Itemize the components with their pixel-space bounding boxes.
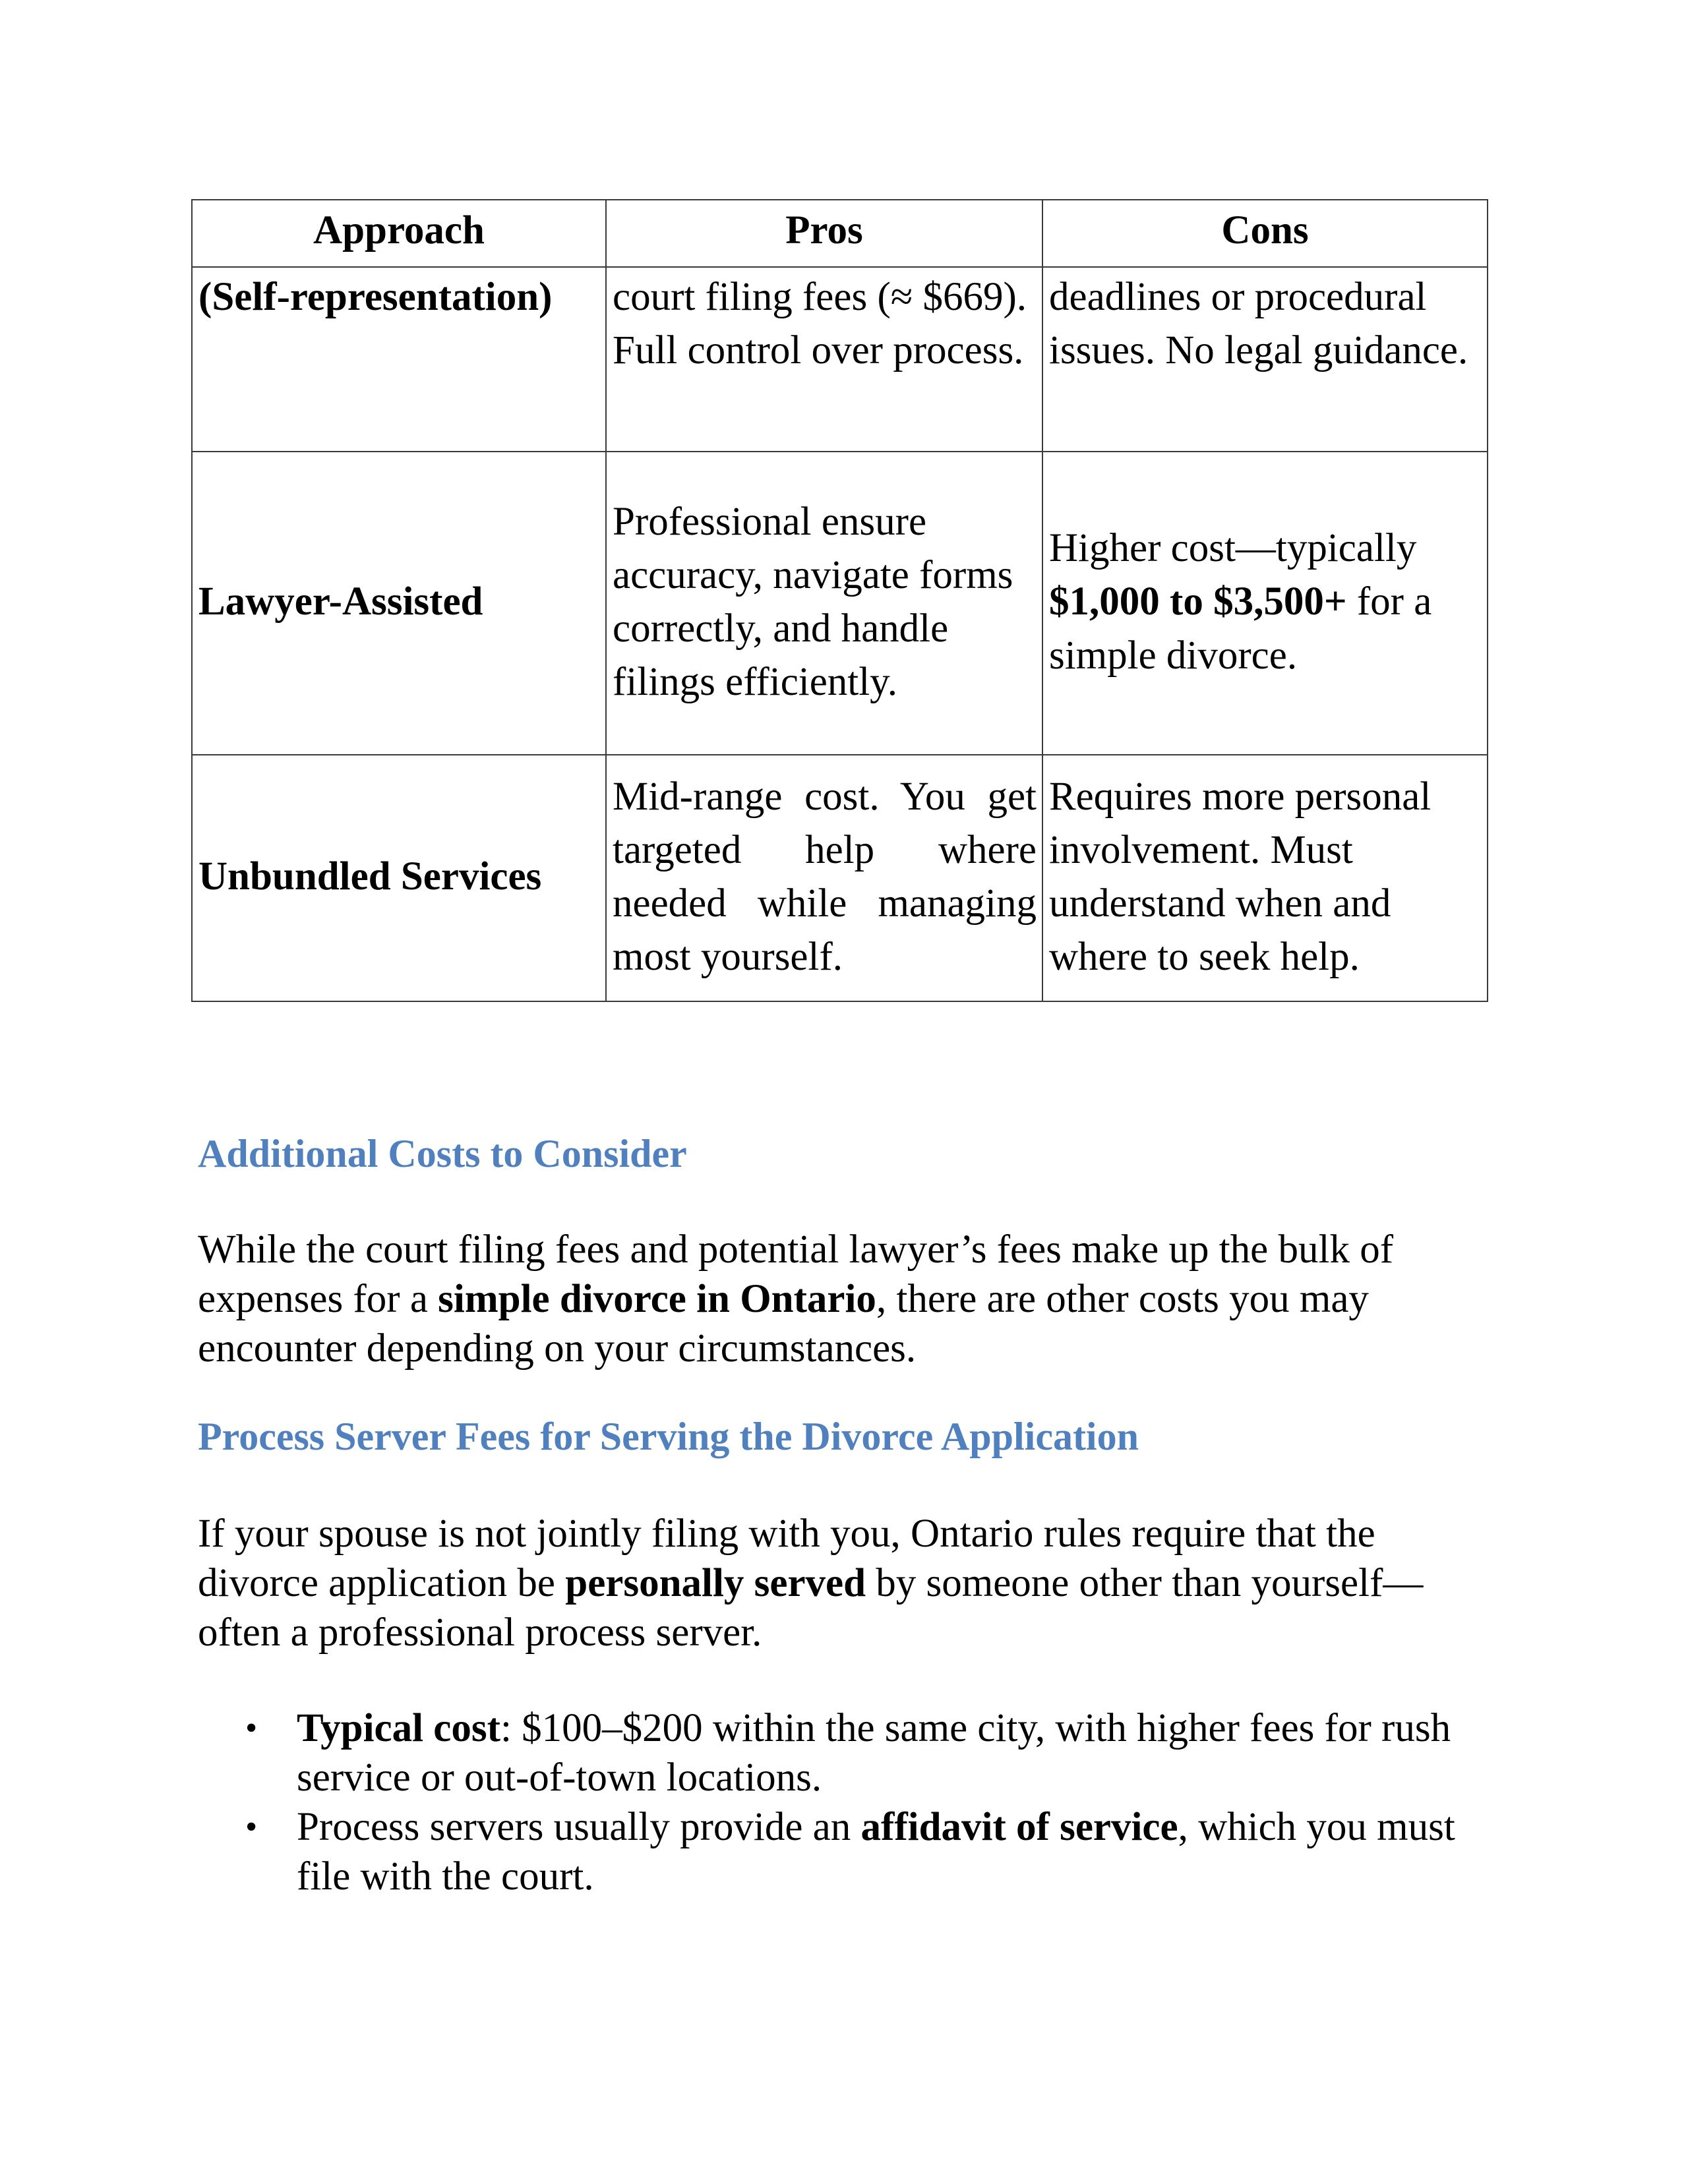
cons-text: Higher cost—typically: [1049, 526, 1417, 571]
table-row: [192, 452, 1488, 755]
paragraph-text: , there are other costs you may encounter depending on your circumstances.: [198, 1277, 1369, 1371]
paragraph-text: While the court filing fees and potential lawyer’s fees make up the bulk of expenses for a: [198, 1227, 1394, 1321]
bullet-list: [198, 1703, 1490, 1901]
table-header-row: [192, 200, 1488, 267]
cons-cell: [1042, 452, 1488, 755]
list-item: [198, 1703, 1490, 1802]
cons-cell: deadlines or procedural issues. No legal guidance.: [1042, 267, 1488, 452]
pros-cell: court filing fees (≈ $669). Full control over process.: [606, 267, 1042, 452]
pros-cell: Professional ensure accuracy, navigate forms correctly, and handle filings efficiently.: [606, 452, 1042, 755]
cons-cell: Requires more personal involvement. Must understand when and where to seek help.: [1042, 755, 1488, 1001]
paragraph-process-server: [198, 1509, 1490, 1657]
paragraph-additional-costs: [198, 1225, 1490, 1373]
approach-cell: Unbundled Services: [192, 755, 606, 1001]
cons-cost-range: $1,000 to $3,500+: [1049, 579, 1347, 624]
list-item-bold: Typical cost: [297, 1706, 500, 1750]
column-header-pros: Pros: [606, 200, 1042, 267]
list-item-text: Process servers usually provide an: [297, 1805, 861, 1849]
approach-cell: (Self-representation): [192, 267, 606, 452]
cons-text: for a simple divorce.: [1049, 579, 1432, 678]
pros-cell: Mid-range cost. You get targeted help where needed while managing most yourself.: [606, 755, 1042, 1001]
column-header-approach: Approach: [192, 200, 606, 267]
paragraph-text: If your spouse is not jointly filing with you, Ontario rules require that the divorce application be: [198, 1512, 1375, 1605]
table-row: [192, 267, 1488, 452]
paragraph-bold: personally served: [565, 1561, 866, 1605]
list-item-text: : $100–$200 within the same city, with higher fees for rush service or out-of-town locations.: [297, 1706, 1451, 1800]
heading-additional-costs: Additional Costs to Consider: [198, 1132, 687, 1175]
list-item-bold: affidavit of service: [860, 1805, 1178, 1849]
bullet-icon: •: [245, 1709, 258, 1747]
list-item: [198, 1802, 1490, 1901]
heading-process-server: Process Server Fees for Serving the Divorce Application: [198, 1415, 1139, 1458]
bullet-icon: •: [245, 1808, 258, 1846]
list-item-text: , which you must file with the court.: [297, 1805, 1455, 1899]
column-header-cons: Cons: [1042, 200, 1488, 267]
paragraph-text: by someone other than yourself—often a professional process server.: [198, 1561, 1424, 1655]
table-row: [192, 755, 1488, 1001]
paragraph-bold: simple divorce in Ontario: [438, 1277, 876, 1321]
comparison-table: [191, 199, 1488, 1002]
approach-cell: Lawyer-Assisted: [192, 452, 606, 755]
